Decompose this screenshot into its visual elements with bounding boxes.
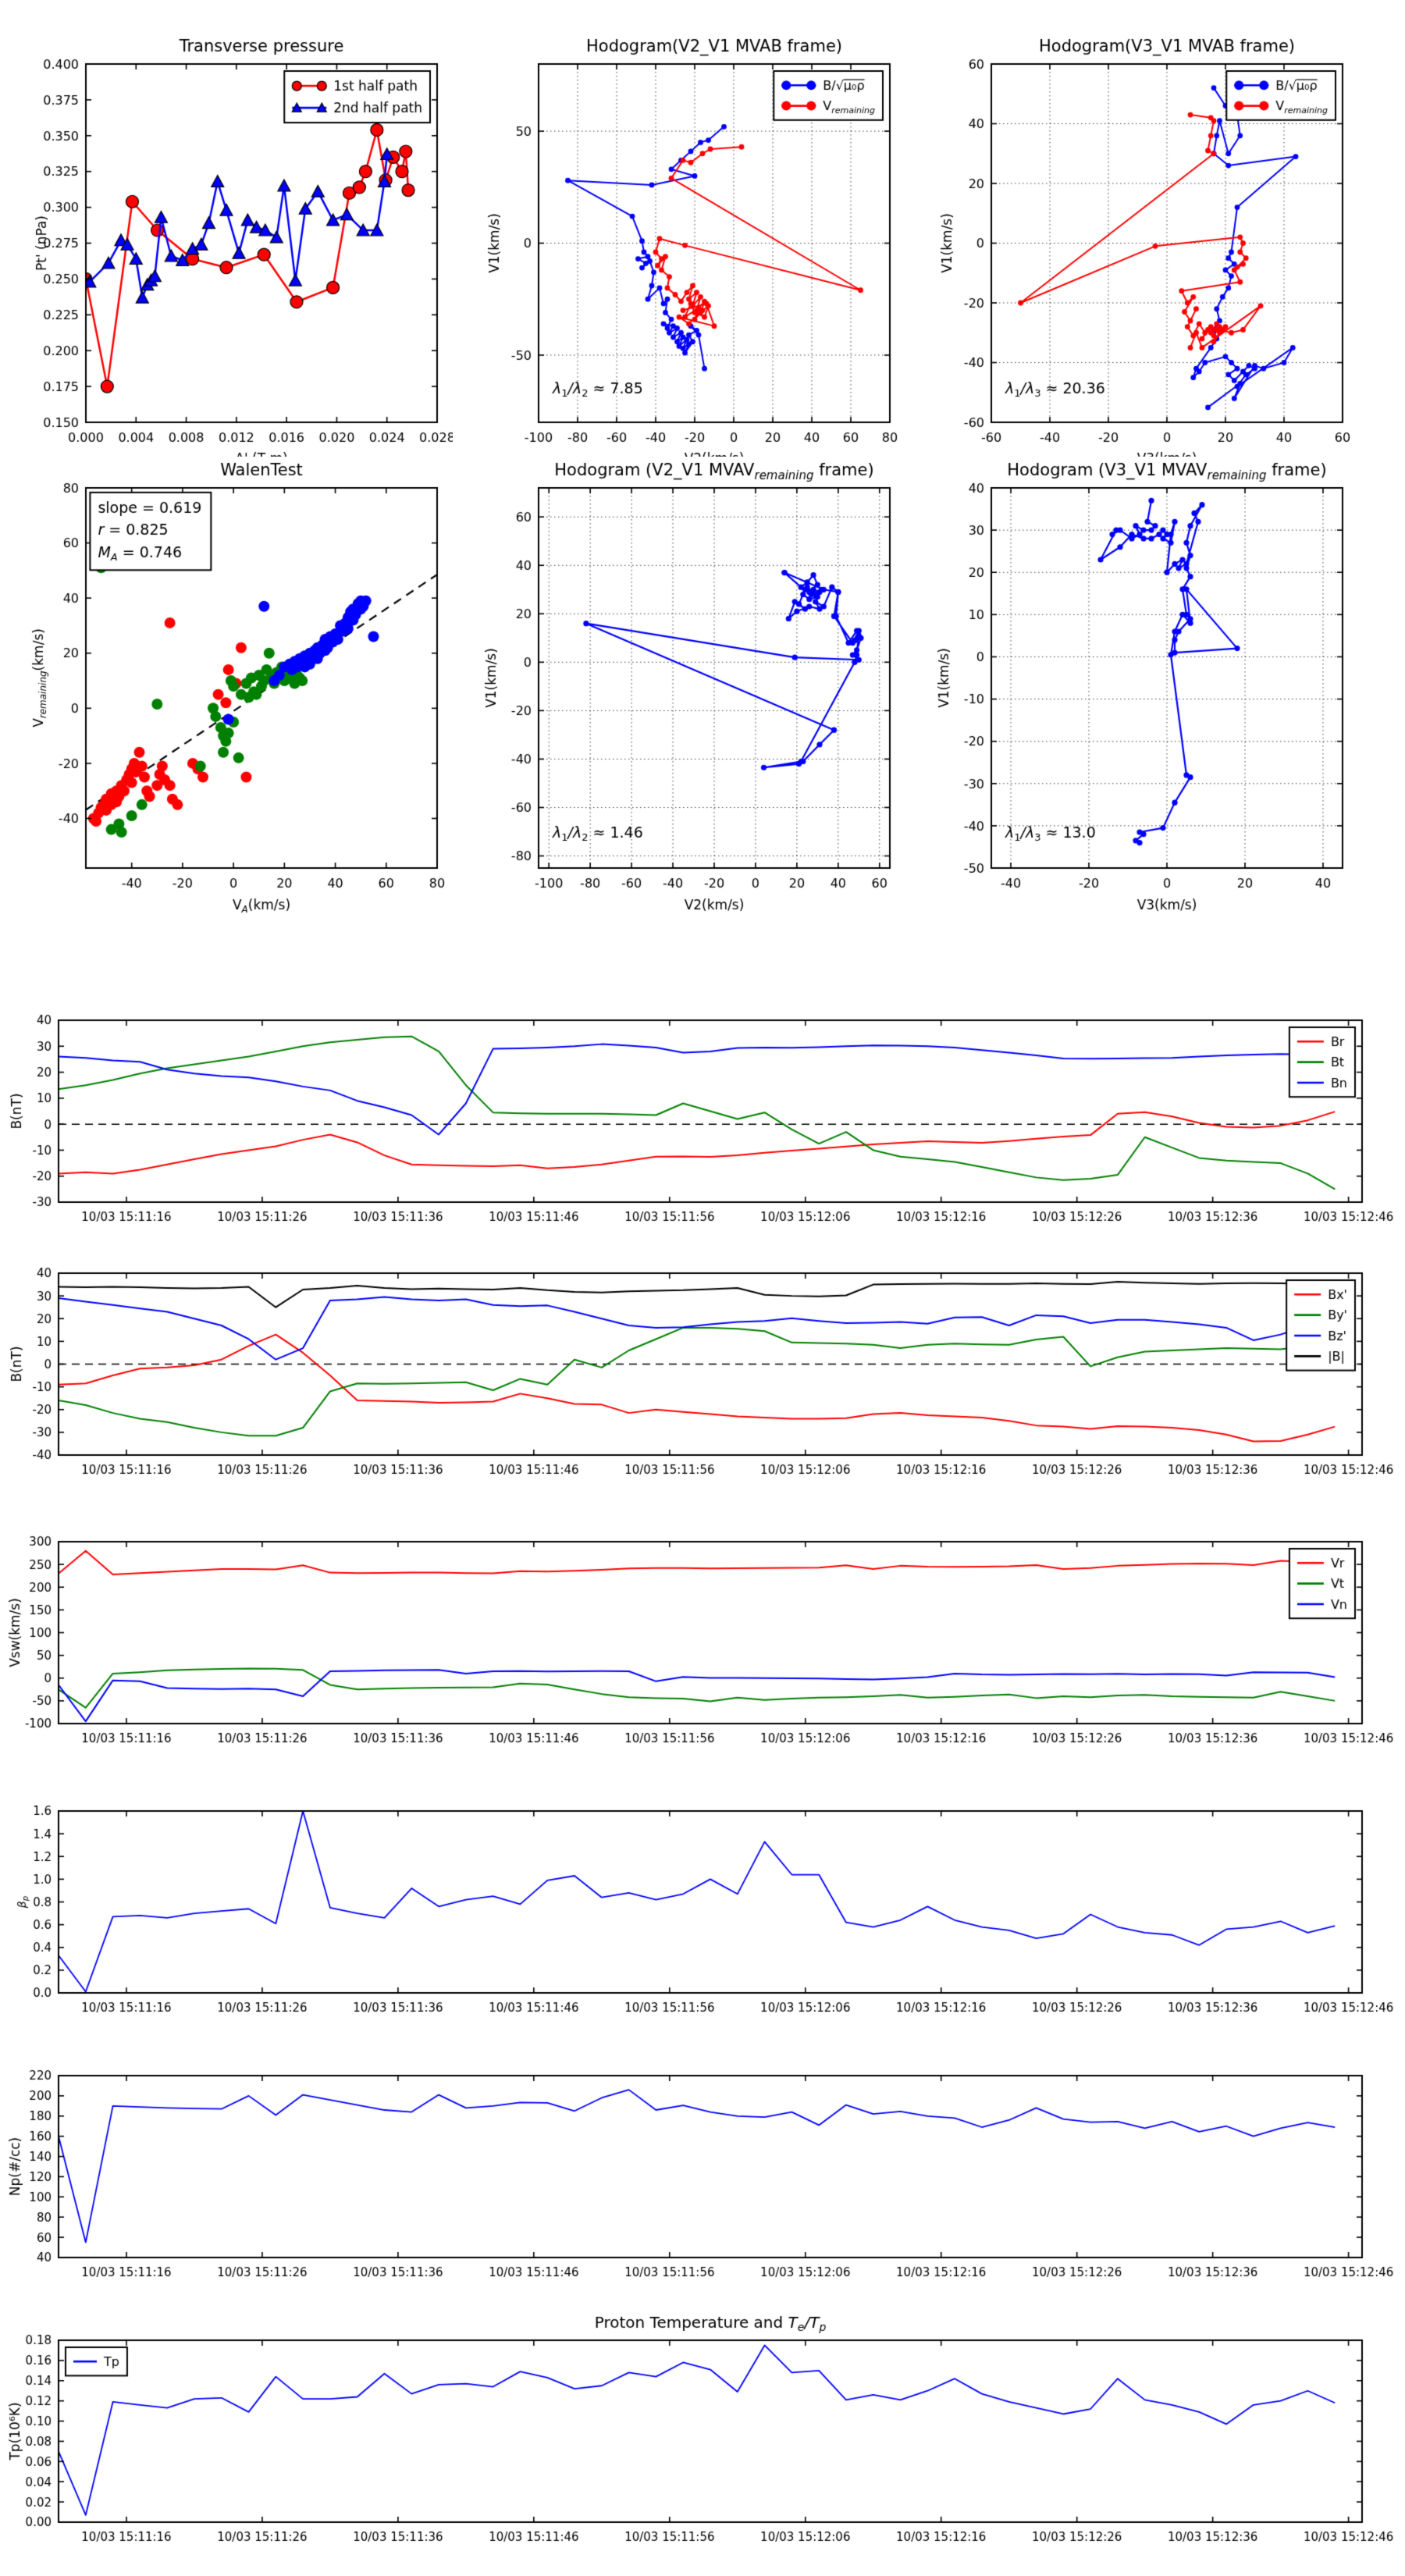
proton-density-plot xyxy=(0,2026,1405,2291)
panel-transverse-pressure xyxy=(16,12,453,468)
proton-temperature-plot xyxy=(0,2291,1405,2572)
plasma-beta-plot xyxy=(0,1760,1405,2026)
mag-fluxrope-plot xyxy=(0,1222,1405,1487)
panel-proton-temperature xyxy=(0,2291,1405,2572)
panel-mag-fluxrope xyxy=(0,1222,1405,1487)
vsw-rtn-plot xyxy=(0,1491,1405,1756)
hodogram-v2v1-mvav-plot xyxy=(468,457,905,925)
panel-plasma-beta xyxy=(0,1760,1405,2026)
hodogram-v2v1-mvab-plot xyxy=(468,12,905,468)
panel-hodogram-v3v1-mvav xyxy=(921,457,1358,925)
panel-mag-rtn xyxy=(0,968,1405,1233)
hodogram-v3v1-mvab-plot xyxy=(921,12,1358,468)
panel-hodogram-v2v1-mvab xyxy=(468,12,905,468)
transverse-pressure-plot xyxy=(16,12,453,468)
walen-test-plot xyxy=(16,457,453,925)
panel-vsw-rtn xyxy=(0,1491,1405,1756)
hodogram-v3v1-mvav-plot xyxy=(921,457,1358,925)
panel-walen-test xyxy=(16,457,453,925)
panel-hodogram-v3v1-mvab xyxy=(921,12,1358,468)
panel-hodogram-v2v1-mvav xyxy=(468,457,905,925)
mag-rtn-plot xyxy=(0,968,1405,1233)
panel-proton-density xyxy=(0,2026,1405,2291)
